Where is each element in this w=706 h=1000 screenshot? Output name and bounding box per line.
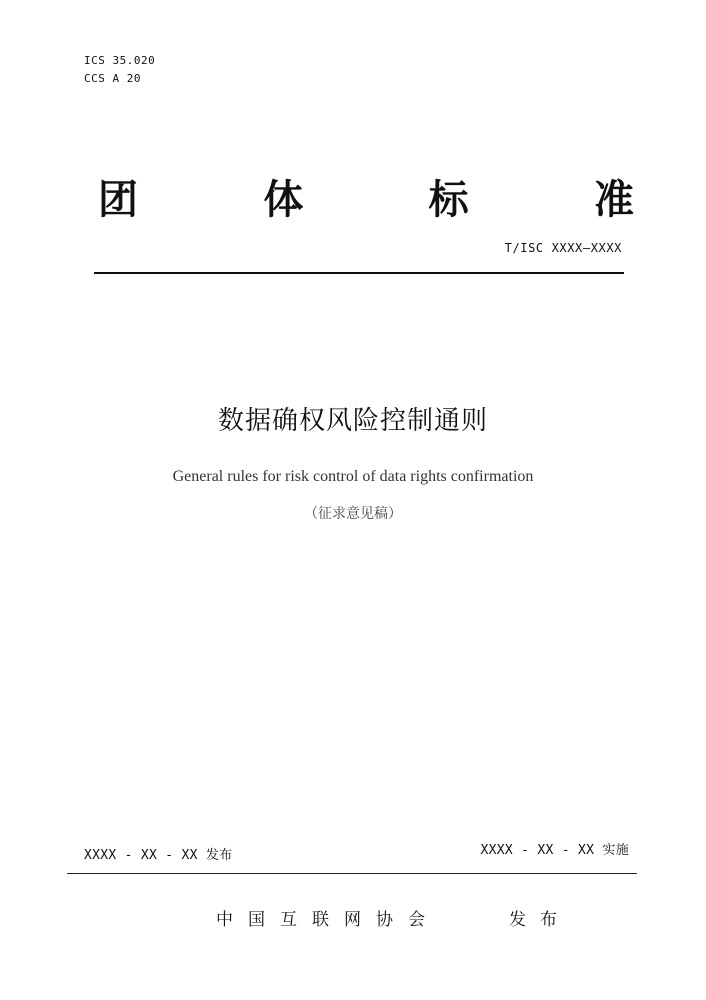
issuing-organization: 中国互联网协会 (216, 910, 440, 930)
ccs-code: CCS A 20 (84, 72, 141, 85)
standard-number: T/ISC XXXX—XXXX (504, 241, 622, 255)
draft-status-note: （征求意见稿） (304, 506, 402, 522)
publish-date: XXXX - XX - XX 发布 (84, 848, 233, 863)
standard-type-char-2: 体 (263, 177, 304, 223)
effective-date: XXXX - XX - XX 实施 (480, 843, 629, 858)
standard-type-heading (96, 172, 636, 228)
ics-code: ICS 35.020 (84, 54, 156, 67)
bottom-divider (67, 873, 637, 874)
standard-type-char-3: 标 (428, 177, 469, 223)
top-divider (94, 272, 624, 274)
issue-label: 发布 (509, 910, 571, 930)
standard-type-char-4: 准 (593, 177, 634, 223)
document-title-chinese: 数据确权风险控制通则 (217, 406, 488, 436)
standard-type-char-1: 团 (98, 177, 138, 223)
document-title-english: General rules for risk control of data rights confirmation (172, 468, 534, 485)
